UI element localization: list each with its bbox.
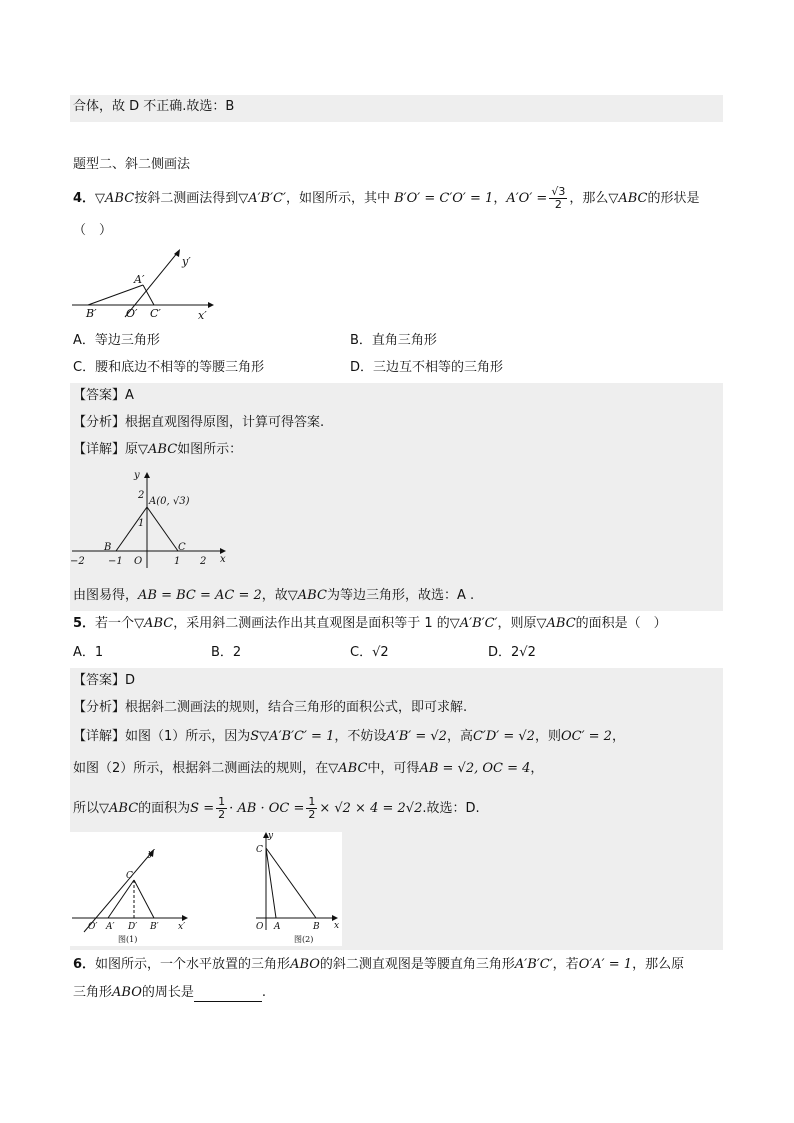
q5-detail-3 xyxy=(73,796,480,821)
q4-frac-num: √3 xyxy=(551,185,566,198)
point-a-label: A′ xyxy=(134,273,145,286)
q4-text: 按斜二测画法得到 xyxy=(134,191,239,206)
q5-detail-text: 所以 xyxy=(73,801,100,816)
q4-paren: （ ） xyxy=(73,223,113,238)
q5-detail-text: .故选：D. xyxy=(422,801,480,816)
y-arrow xyxy=(144,472,150,478)
q4-detail xyxy=(73,441,242,459)
q4-answer: 【答案】A xyxy=(73,388,134,403)
point-a-label: A(0, √3) xyxy=(149,496,190,507)
q5-tri: ▽ABC xyxy=(134,616,174,631)
q4-equation: A′O′ = xyxy=(506,191,548,206)
q5-detail-tri: ▽ABC xyxy=(99,801,139,816)
q4-option-c: C．腰和底边不相等的等腰三角形 xyxy=(73,360,265,375)
q4-fraction xyxy=(549,186,567,211)
q5-detail-text: ， xyxy=(530,761,544,776)
x-label: x xyxy=(220,554,226,565)
side-ca xyxy=(266,848,276,918)
q5-detail-eq: C′D′ = √2 xyxy=(472,729,535,744)
tick-y1: 1 xyxy=(138,518,145,529)
q5-detail-eq: S = xyxy=(190,801,215,816)
q5-detail-eq: S▽A′B′C′ = 1 xyxy=(250,729,335,744)
tick-x2: 2 xyxy=(200,556,207,567)
q5-detail-text: 的面积为 xyxy=(138,801,191,816)
q4-analysis: 【分析】根据直观图得原图，计算可得答案. xyxy=(73,415,325,430)
origin-label: O xyxy=(256,922,264,932)
q4-option-a: A．等边三角形 xyxy=(73,333,160,348)
q6-text: ，那么原 xyxy=(632,957,685,972)
q5-detail-2 xyxy=(73,760,543,778)
top-block-text: 合体，故 D 不正确.故选：B xyxy=(73,99,235,114)
q6-text: . xyxy=(261,985,267,1000)
side-ab xyxy=(88,285,143,305)
q4-oblique-figure xyxy=(70,245,220,325)
side-cb xyxy=(266,848,316,918)
q4-text: 的形状是 xyxy=(647,191,700,206)
q5-detail-tri: ▽ABC xyxy=(328,761,368,776)
point-b-label: B′ xyxy=(86,307,97,320)
q6-tri-prime: A′B′C′ xyxy=(514,957,553,972)
q5-question xyxy=(73,615,667,633)
q5-analysis: 【分析】根据斜二测画法的规则，结合三角形的面积公式，即可求解. xyxy=(73,700,468,715)
point-c-label: C xyxy=(126,871,133,881)
q4-number: 4． xyxy=(73,191,96,206)
q5-detail-text: 如图（2）所示，根据斜二测画法的规则，在 xyxy=(73,761,329,776)
q4-triangle-abc: ▽ABC xyxy=(608,191,648,206)
point-c-label: C xyxy=(256,845,263,855)
q5-text: ，则原 xyxy=(497,616,537,631)
q4-question xyxy=(73,186,700,211)
side-bc xyxy=(134,880,154,918)
q5-tri: ▽ABC xyxy=(536,616,576,631)
q6-text: 三角形 xyxy=(73,985,113,1000)
q4-equation: B′O′ = C′O′ = 1 xyxy=(394,191,494,206)
q5-fraction-1 xyxy=(216,796,227,821)
q5-figure-1 xyxy=(72,838,197,946)
figure-2-caption: 图(2) xyxy=(294,935,314,944)
q5-option-d: D．2√2 xyxy=(488,645,536,660)
q5-text: 若一个 xyxy=(95,616,135,631)
point-b-label: B xyxy=(313,922,320,932)
q4-detail-suffix: 如图所示： xyxy=(177,442,243,457)
point-d-label: D′ xyxy=(128,922,138,932)
q5-answer: 【答案】D xyxy=(73,673,136,688)
q6-text: ，若 xyxy=(552,957,579,972)
q6-answer-blank[interactable] xyxy=(194,987,262,1002)
section-title: 题型二、斜二侧画法 xyxy=(73,157,191,172)
q5-detail-text: 中，可得 xyxy=(367,761,420,776)
point-c-label: C′ xyxy=(150,307,161,320)
y-axis-label: y′ xyxy=(182,255,191,268)
q4-option-b: B．直角三角形 xyxy=(350,333,437,348)
q6-question-line1 xyxy=(73,956,684,974)
q4-text: ， xyxy=(493,191,507,206)
q5-tri-prime: ▽A′B′C′ xyxy=(449,616,498,631)
y-label: y xyxy=(268,831,274,841)
q6-text: 如图所示，一个水平放置的三角形 xyxy=(95,957,291,972)
q4-text: ，如图所示，其中 xyxy=(285,191,390,206)
q4-frac-den: 2 xyxy=(554,198,562,211)
frac-den: 2 xyxy=(308,808,316,821)
q5-detail-eq: · AB · OC = xyxy=(229,801,305,816)
point-b-label: B′ xyxy=(150,922,159,932)
q5-option-b: B．2 xyxy=(211,645,242,660)
y-axis xyxy=(84,852,152,932)
q4-detail-triangle: ▽ABC xyxy=(138,442,178,457)
tick-xm2: −2 xyxy=(70,556,85,567)
q4-detail-prefix: 【详解】原 xyxy=(73,442,139,457)
q6-text: 的周长是 xyxy=(141,985,194,1000)
q5-fraction-2 xyxy=(306,796,317,821)
q4-text: ，那么 xyxy=(569,191,609,206)
tick-x1: 1 xyxy=(174,556,181,567)
q4-triangle-prime: ▽A′B′C′ xyxy=(238,191,286,206)
q5-text: ，采用斜二测画法作出其直观图是面积等于 1 的 xyxy=(173,616,450,631)
q4-coordinate-graph xyxy=(70,468,230,573)
q5-detail-text: 【详解】如图（1）所示，因为 xyxy=(73,729,251,744)
q5-detail-text: ，高 xyxy=(446,729,473,744)
q5-detail-text: ，则 xyxy=(534,729,561,744)
q5-figure-2 xyxy=(250,830,342,946)
q4-option-d: D．三边互不相等的三角形 xyxy=(350,360,504,375)
q6-number: 6． xyxy=(73,957,96,972)
q4-conclusion-text: 为等边三角形，故选：A . xyxy=(326,588,475,603)
x-label: x′ xyxy=(178,922,186,932)
side-ac xyxy=(147,507,178,551)
q5-text: 的面积是（ ） xyxy=(575,616,667,631)
q4-triangle-abc: ▽ABC xyxy=(95,191,135,206)
q5-detail-eq: AB = √2, OC = 4 xyxy=(419,761,531,776)
q5-number: 5． xyxy=(73,616,96,631)
q5-detail-eq: × √2 × 4 = 2√2 xyxy=(319,801,423,816)
q6-eq: O′A′ = 1 xyxy=(578,957,633,972)
q5-option-c: C．√2 xyxy=(350,645,389,660)
q4-conclusion-text: 由图易得， xyxy=(73,588,139,603)
point-a-label: A xyxy=(274,922,281,932)
q6-tri: ABO xyxy=(290,957,320,972)
q6-text: 的斜二测直观图是等腰直角三角形 xyxy=(319,957,515,972)
x-label: x xyxy=(334,921,340,931)
point-b-label: B xyxy=(104,542,112,553)
q5-detail-eq: A′B′ = √2 xyxy=(386,729,447,744)
point-a-label: A′ xyxy=(106,922,115,932)
q4-conclusion xyxy=(73,587,474,605)
tick-y2: 2 xyxy=(138,490,145,501)
frac-num: 1 xyxy=(308,795,316,808)
x-arrow xyxy=(208,302,214,308)
q5-detail-text: ，不妨设 xyxy=(334,729,387,744)
frac-num: 1 xyxy=(218,795,226,808)
x-arrow xyxy=(182,915,188,921)
q4-conclusion-text: ，故 xyxy=(261,588,288,603)
q5-detail-1 xyxy=(73,728,625,746)
origin-label: O′ xyxy=(88,922,98,932)
q6-question-line2 xyxy=(73,984,266,1002)
x-axis-label: x′ xyxy=(198,309,207,322)
y-label: y xyxy=(134,470,140,481)
point-c-label: C xyxy=(178,542,186,553)
tick-xm1: −1 xyxy=(108,556,123,567)
q5-detail-text: ， xyxy=(611,729,625,744)
q5-option-a: A．1 xyxy=(73,645,104,660)
q5-detail-eq: OC′ = 2 xyxy=(560,729,612,744)
q4-conclusion-tri: ▽ABC xyxy=(287,588,327,603)
frac-den: 2 xyxy=(218,808,226,821)
y-label: y′ xyxy=(148,849,156,859)
q4-conclusion-eq: AB = BC = AC = 2 xyxy=(138,588,262,603)
q6-tri: ABO xyxy=(112,985,142,1000)
origin-label: O xyxy=(134,556,143,567)
side-ab xyxy=(116,507,147,551)
point-o-label: O′ xyxy=(126,307,138,320)
figure-1-caption: 图(1) xyxy=(118,935,138,944)
